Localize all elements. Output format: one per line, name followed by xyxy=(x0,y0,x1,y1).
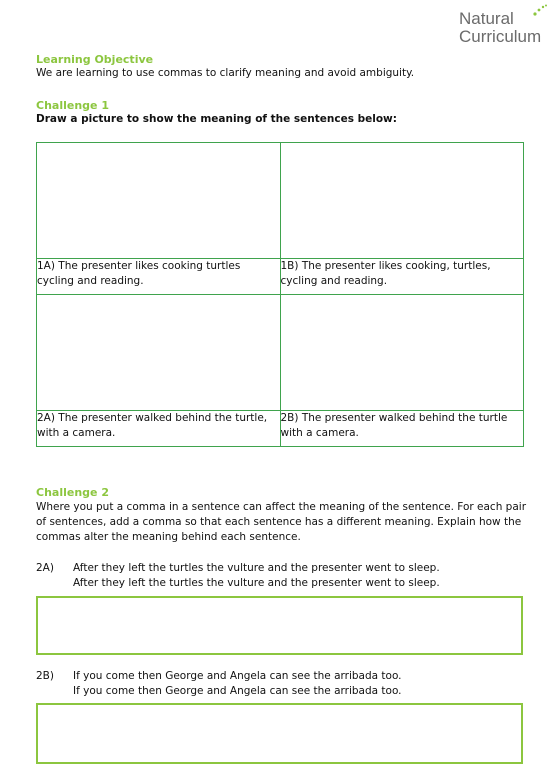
pair-2a-sentence-2: After they left the turtles the vulture and the presenter went to sleep. xyxy=(73,577,440,589)
drawing-box-2a[interactable] xyxy=(37,295,281,411)
learning-objective-heading: Learning Objective xyxy=(36,53,154,66)
drawing-box-2b[interactable] xyxy=(280,295,524,411)
caption-1b-line2: cycling and reading. xyxy=(280,275,388,287)
challenge2-heading: Challenge 2 xyxy=(36,486,109,499)
caption-2a-line2: with a camera. xyxy=(37,427,116,439)
natural-curriculum-logo xyxy=(459,10,555,54)
caption-2b-line1: 2B) The presenter walked behind the turtle xyxy=(280,412,508,424)
caption-2a-line1: 2A) The presenter walked behind the turtle, xyxy=(37,412,268,424)
challenge1-instruction: Draw a picture to show the meaning of the sentences below: xyxy=(36,113,397,125)
pair-2b-sentence-2: If you come then George and Angela can see the arribada too. xyxy=(73,685,402,697)
caption-1a-line2: cycling and reading. xyxy=(37,275,144,287)
challenge1-heading: Challenge 1 xyxy=(36,99,109,112)
pair-2b-label: 2B) xyxy=(36,670,54,682)
caption-1a-line1: 1A) The presenter likes cooking turtles xyxy=(37,260,241,272)
caption-1b xyxy=(280,259,524,295)
challenge2-intro-line2: of sentences, add a comma so that each sentence has a different meaning. Explain how the xyxy=(36,516,522,528)
caption-1a xyxy=(37,259,281,295)
pair-2b-sentence-1: If you come then George and Angela can see the arribada too. xyxy=(73,670,402,682)
logo-line-2: Curriculum xyxy=(459,27,542,46)
logo-line-1: Natural xyxy=(459,9,514,28)
drawing-box-1b[interactable] xyxy=(280,143,524,259)
answer-box-2b[interactable] xyxy=(36,703,523,764)
pair-2a-label: 2A) xyxy=(36,562,54,574)
answer-box-2a[interactable] xyxy=(36,596,523,655)
caption-2b-line2: with a camera. xyxy=(280,427,359,439)
challenge2-intro-line3: commas alter the meaning behind each sentence. xyxy=(36,531,301,543)
learning-objective-text: We are learning to use commas to clarify meaning and avoid ambiguity. xyxy=(36,67,415,79)
dandelion-icon xyxy=(529,4,549,22)
challenge2-intro-line1: Where you put a comma in a sentence can affect the meaning of the sentence. For each pair xyxy=(36,501,527,513)
drawing-box-1a[interactable] xyxy=(37,143,281,259)
caption-2b xyxy=(280,411,524,447)
drawing-grid xyxy=(36,142,524,447)
pair-2a-sentence-1: After they left the turtles the vulture and the presenter went to sleep. xyxy=(73,562,440,574)
caption-2a xyxy=(37,411,281,447)
caption-1b-line1: 1B) The presenter likes cooking, turtles, xyxy=(280,260,491,272)
